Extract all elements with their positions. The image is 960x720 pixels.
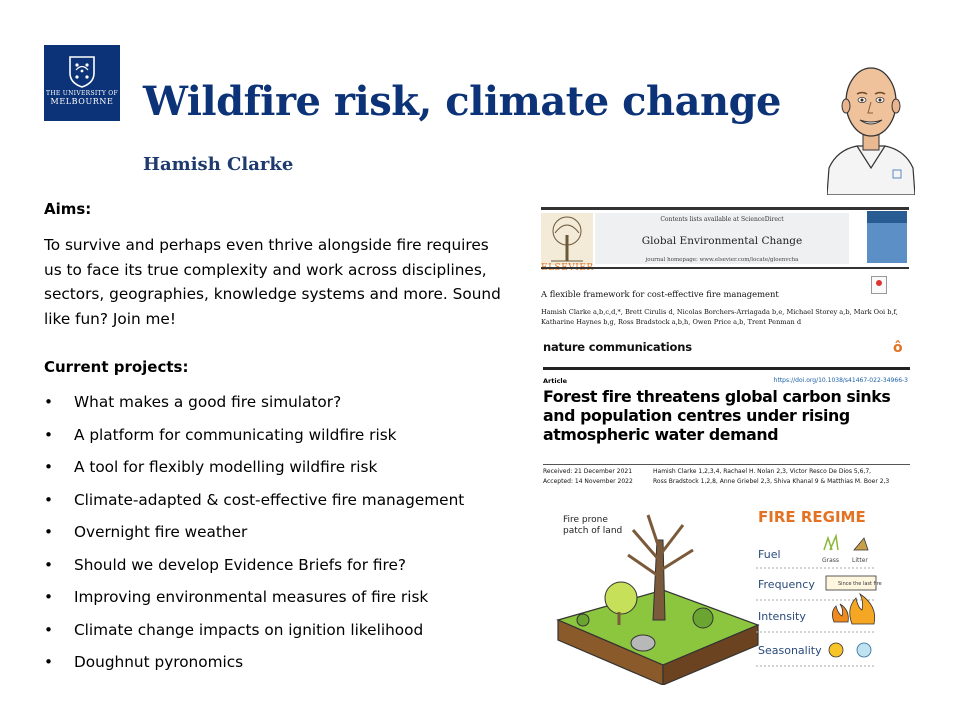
project-label: A platform for communicating wildfire risk (74, 425, 397, 444)
journal-cover-icon (867, 211, 907, 263)
regime-fuel: Fuel (758, 548, 781, 561)
bullet-icon: • (44, 653, 54, 671)
regime-seasonality: Seasonality (758, 644, 822, 657)
article-label: Article (543, 377, 568, 385)
journal-name: nature communications (543, 340, 692, 354)
paper-nature-clipping (543, 340, 910, 490)
bullet-icon: • (44, 555, 54, 574)
divider (543, 464, 910, 465)
small-flame-icon (832, 604, 848, 622)
list-item (44, 491, 464, 524)
list-item (44, 426, 464, 459)
bullet-icon: • (44, 523, 54, 541)
aims-heading: Aims: (44, 200, 92, 218)
bullet-icon: • (44, 458, 54, 476)
authors-line-2: Ross Bradstock 1,2,8, Anne Griebel 2,3, Shiva Khanal 9 & Matthias M. Boer 2,3 (653, 478, 890, 485)
list-item (44, 458, 464, 491)
projects-heading: Current projects: (44, 358, 189, 376)
dates (543, 467, 633, 487)
project-label: A tool for flexibly modelling wildfire risk (74, 458, 378, 476)
bullet-icon: • (44, 588, 54, 606)
snowflake-icon (857, 643, 871, 657)
aims-text: To survive and perhaps even thrive alongside fire requires us to face its true complexity and work across disciplines, sectors, geographies, knowledge systems and more. Sound like fun? Join me! (44, 236, 501, 328)
project-label: Climate-adapted & cost-effective fire management (74, 490, 465, 509)
check-for-updates-icon (871, 276, 887, 294)
project-label: Improving environmental measures of fire risk (74, 588, 429, 606)
author-name: Hamish Clarke (143, 154, 294, 175)
authors-line-1: Hamish Clarke 1,2,3,4, Rachael H. Nolan 2,3, Victor Resco De Dios 5,6,7, (653, 468, 872, 475)
list-item (44, 523, 464, 556)
doi-link: https://doi.org/10.1038/s41467-022-34966-3 (773, 377, 908, 384)
list-item (44, 556, 464, 589)
litter-icon (854, 538, 868, 550)
sun-icon (829, 643, 843, 657)
slide-title: Wildfire risk, climate change (143, 78, 781, 125)
list-item (44, 588, 464, 621)
divider (543, 367, 910, 370)
paper-gec-clipping (541, 207, 909, 339)
list-item (44, 621, 464, 654)
regime-intensity: Intensity (758, 610, 806, 623)
author-avatar (827, 50, 915, 195)
fuel-sub-litter: Litter (852, 557, 868, 564)
received-date: Received: 21 December 2021 (543, 468, 633, 475)
contents-line: Contents lists available at ScienceDirect (660, 216, 784, 223)
journal-name: Global Environmental Change (641, 235, 803, 247)
logo-line-2: MELBOURNE (50, 97, 114, 106)
bullet-icon: • (44, 393, 54, 411)
fuel-sub-grass: Grass (822, 557, 840, 564)
project-label: Doughnut pyronomics (74, 653, 244, 671)
bullet-icon: • (44, 620, 54, 639)
paper-title: A flexible framework for cost-effective fire management (541, 289, 779, 299)
accepted-date: Accepted: 14 November 2022 (543, 478, 633, 485)
project-label: Should we develop Evidence Briefs for fire? (74, 555, 406, 574)
fire-regime-heading: FIRE REGIME (758, 508, 866, 526)
elsevier-tree-icon (541, 213, 593, 265)
journal-homepage: journal homepage: www.elsevier.com/locate/gloenvcha (645, 257, 799, 263)
regime-frequency: Frequency (758, 578, 815, 591)
project-label: Climate change impacts on ignition likelihood (74, 620, 424, 639)
list-item (44, 653, 464, 686)
divider (541, 207, 909, 210)
project-label: Overnight fire weather (74, 523, 248, 541)
patch-label-2: patch of land (563, 526, 623, 536)
projects-list (44, 393, 464, 686)
bullet-icon: • (44, 490, 54, 509)
fire-regime-panel (756, 500, 906, 685)
paper-authors: Hamish Clarke a,b,c,d,*, Brett Cirulis d, Nicolas Borchers-Arriagada b,e, Michael Storey a,b, Mark Ooi b,f, Katharine Haynes b,g, Ross Bradstock a,b,h, Owen Price a,b, Trent Penman d (541, 308, 898, 326)
list-item (44, 393, 464, 426)
article-title: Forest fire threatens global carbon sinks and population centres under rising atmospheric water demand (543, 387, 891, 444)
journal-header (595, 213, 849, 264)
logo-line-1: THE UNIVERSITY OF (46, 90, 118, 97)
university-logo (44, 45, 120, 121)
article-authors (653, 467, 889, 487)
bullet-icon: • (44, 425, 54, 444)
grass-icon (824, 536, 838, 550)
project-label: What makes a good fire simulator? (74, 393, 342, 411)
divider (541, 267, 909, 269)
frequency-sub: Since the last fire (838, 581, 882, 587)
large-flame-icon (850, 594, 875, 624)
crest-icon (64, 53, 100, 89)
open-access-icon: ô (893, 340, 903, 356)
land-patch-illustration (553, 500, 763, 685)
patch-label-1: Fire prone (563, 515, 608, 525)
